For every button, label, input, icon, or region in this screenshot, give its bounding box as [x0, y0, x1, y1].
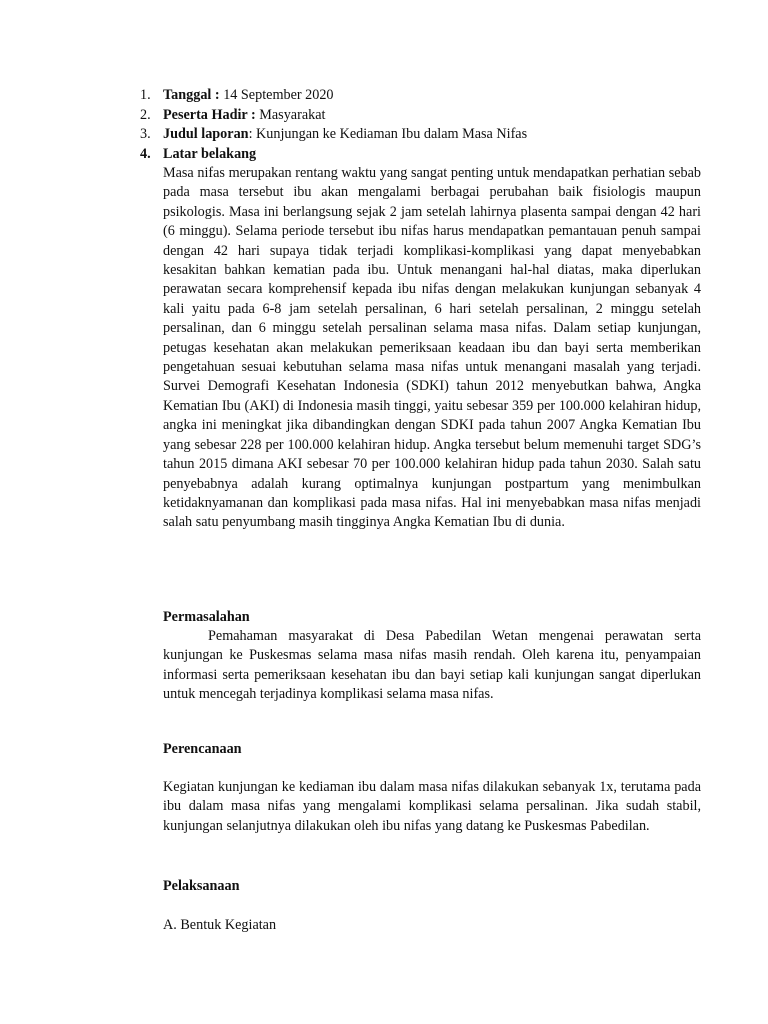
- list-item-judul: [140, 125, 700, 144]
- list-number: 2.: [140, 107, 151, 123]
- list-value: 14 September 2020: [219, 87, 334, 103]
- permasalahan-heading: Permasalahan: [163, 609, 250, 625]
- bentuk-kegiatan-subheading: A. Bentuk Kegiatan: [163, 917, 277, 933]
- list-value: : Kunjungan ke Kediaman Ibu dalam Masa Nifas: [248, 126, 528, 142]
- latar-belakang-paragraph: Masa nifas merupakan rentang waktu yang sangat penting untuk mendapatkan perhatian sebab pada masa tersebut ibu akan mengalami berbagai perubahan baik fisiologis maupun psikologis. Masa ini berlangsung sejak 2 jam setelah lahirnya plasenta sampai dengan 42 hari (6 minggu). Selama periode tersebut ibu nifas harus mendapatkan pemantauan penuh sampai dengan 42 hari supaya tidak terjadi komplikasi-komplikasi yang dapat menyebabkan kesakitan bahkan kematian pada ibu. Untuk menangani hal-hal diatas, maka diperlukan perawatan secara komprehensif kepada ibu nifas dengan melakukan kunjungan sebanyak 4 kali yaitu pada 6-8 jam setelah persalinan, 6 hari setelah persalinan, 2 minggu setelah persalinan, dan 6 minggu setelah persalinan selama masa nifas. Dalam setiap kunjungan, petugas kesehatan akan melakukan pemeriksaan keadaan ibu dan bayi serta memberikan pengetahuan sesuai kebutuhan selama masa nifas untuk menangani masalah yang terjadi. Survei Demografi Kesehatan Indonesia (SDKI) tahun 2012 menyebutkan bahwa, Angka Kematian Ibu (AKI) di Indonesia masih tinggi, yaitu sebesar 359 per 100.000 kelahiran hidup, angka ini meningkat jika dibandingkan dengan SDKI pada tahun 2007 Angka Kematian Ibu yang sebesar 228 per 100.000 kelahiran hidup. Angka tersebut belum memenuhi target SDG’s tahun 2015 dimana AKI sebesar 70 per 100.000 kelahiran hidup pada tahun 2030. Salah satu penyebabnya adalah kurang optimalnya kunjungan postpartum yang menimbulkan ketidaknyamanan dan komplikasi pada masa nifas. Hal ini menyebabkan masa nifas menjadi salah satu penyumbang masih tingginya Angka Kematian Ibu di dunia.: [163, 165, 701, 531]
- perencanaan-heading: Perencanaan: [163, 741, 242, 757]
- list-number: 3.: [140, 126, 151, 142]
- list-value: Masyarakat: [255, 107, 326, 123]
- pelaksanaan-heading: Pelaksanaan: [163, 878, 240, 894]
- list-label: Judul laporan: [163, 126, 249, 142]
- list-label: Latar belakang: [163, 146, 257, 162]
- list-item-tanggal: [140, 86, 700, 105]
- list-number: 4.: [140, 146, 151, 162]
- permasalahan-paragraph: Pemahaman masyarakat di Desa Pabedilan Wetan mengenai perawatan serta kunjungan ke Puskesmas selama masa nifas masih rendah. Oleh karena itu, penyampaian informasi serta pemeriksaan kesehatan ibu dan bayi setiap kali kunjungan sangat diperlukan untuk mencegah terjadinya komplikasi selama masa nifas.: [163, 628, 701, 703]
- list-item-latar-belakang: [140, 145, 700, 164]
- perencanaan-paragraph: Kegiatan kunjungan ke kediaman ibu dalam masa nifas dilakukan sebanyak 1x, terutama pada ibu dalam masa nifas yang mengalami komplikasi selama persalinan. Jika sudah stabil, kunjungan selanjutnya dilakukan oleh ibu nifas yang datang ke Puskesmas Pabedilan.: [163, 779, 701, 834]
- list-label: Tanggal :: [163, 87, 220, 103]
- list-number: 1.: [140, 87, 151, 103]
- list-item-peserta: [140, 106, 700, 125]
- list-label: Peserta Hadir :: [163, 107, 256, 123]
